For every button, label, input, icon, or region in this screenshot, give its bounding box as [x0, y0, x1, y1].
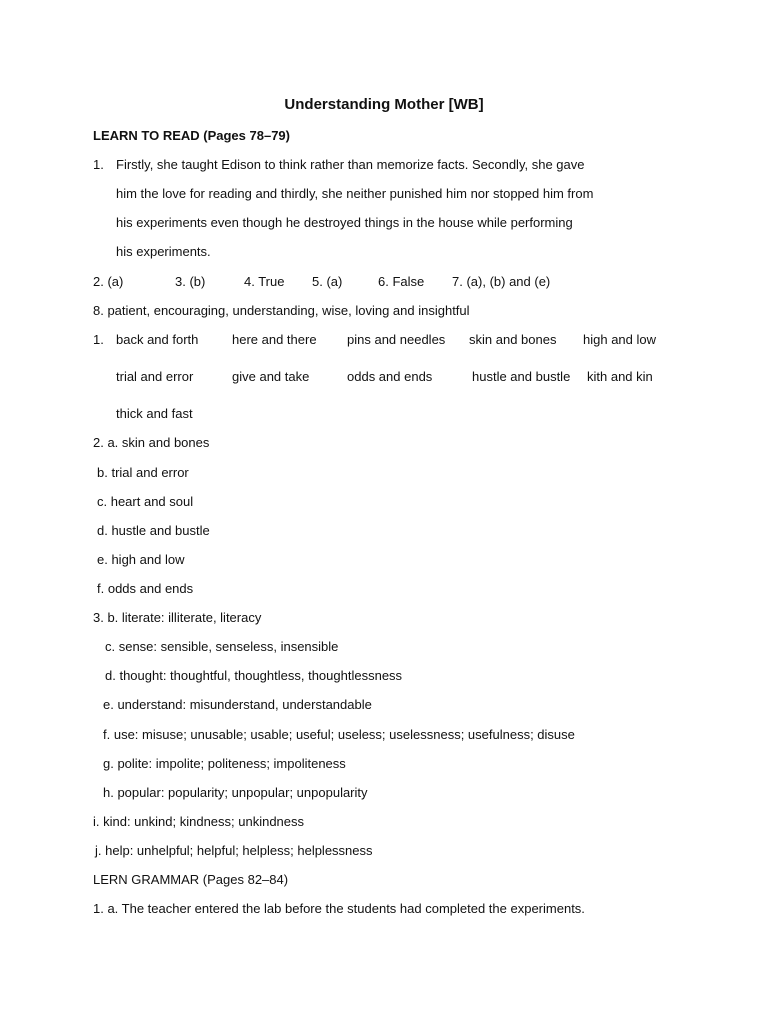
answer-item: 2. (a) — [93, 274, 124, 289]
vocab-item: kith and kin — [587, 369, 653, 384]
question-number: 1. — [93, 157, 104, 172]
answer-line: his experiments. — [116, 244, 211, 259]
page-title: Understanding Mother [WB] — [284, 96, 484, 113]
list-item: j. help: unhelpful; helpful; helpless; helplessness — [95, 843, 373, 858]
vocab-item: give and take — [232, 369, 310, 384]
section-heading-grammar: LERN GRAMMAR (Pages 82–84) — [93, 872, 289, 887]
answer-line: him the love for reading and thirdly, she neither punished him nor stopped him from — [116, 186, 594, 201]
answer-item: 7. (a), (b) and (e) — [452, 274, 551, 289]
list-item: 2. a. skin and bones — [93, 435, 210, 450]
vocab-item: trial and error — [116, 369, 194, 384]
answer-line-q8: 8. patient, encouraging, understanding, wise, loving and insightful — [93, 303, 470, 318]
list-item: h. popular: popularity; unpopular; unpopularity — [103, 785, 368, 800]
vocab-item: skin and bones — [469, 332, 557, 347]
answer-line: Firstly, she taught Edison to think rather than memorize facts. Secondly, she gave — [116, 157, 585, 172]
vocab-item: pins and needles — [347, 332, 446, 347]
list-item: d. thought: thoughtful, thoughtless, thoughtlessness — [105, 668, 403, 683]
list-item: f. odds and ends — [97, 581, 194, 596]
answer-item: 4. True — [244, 274, 285, 289]
vocab-item: here and there — [232, 332, 317, 347]
question-number: 1. — [93, 332, 104, 347]
answer-item: 5. (a) — [312, 274, 343, 289]
list-item: 3. b. literate: illiterate, literacy — [93, 610, 262, 625]
list-item: f. use: misuse; unusable; usable; useful; useless; uselessness; usefulness; disuse — [103, 727, 575, 742]
vocab-item: hustle and bustle — [472, 369, 571, 384]
grammar-answer-line: 1. a. The teacher entered the lab before the students had completed the experiments. — [93, 901, 585, 916]
list-item: c. sense: sensible, senseless, insensible — [105, 639, 339, 654]
list-item: g. polite: impolite; politeness; impoliteness — [103, 756, 346, 771]
section-heading-read: LEARN TO READ (Pages 78–79) — [93, 128, 290, 143]
list-item: e. understand: misunderstand, understandable — [103, 697, 372, 712]
vocab-item: thick and fast — [116, 406, 193, 421]
answer-line: his experiments even though he destroyed things in the house while performing — [116, 215, 573, 230]
vocab-item: back and forth — [116, 332, 199, 347]
list-item: c. heart and soul — [97, 494, 194, 509]
list-item: e. high and low — [97, 552, 185, 567]
list-item: b. trial and error — [97, 465, 189, 480]
vocab-item: odds and ends — [347, 369, 433, 384]
answer-item: 6. False — [378, 274, 425, 289]
list-item: i. kind: unkind; kindness; unkindness — [93, 814, 305, 829]
answer-item: 3. (b) — [175, 274, 206, 289]
vocab-item: high and low — [583, 332, 656, 347]
list-item: d. hustle and bustle — [97, 523, 210, 538]
